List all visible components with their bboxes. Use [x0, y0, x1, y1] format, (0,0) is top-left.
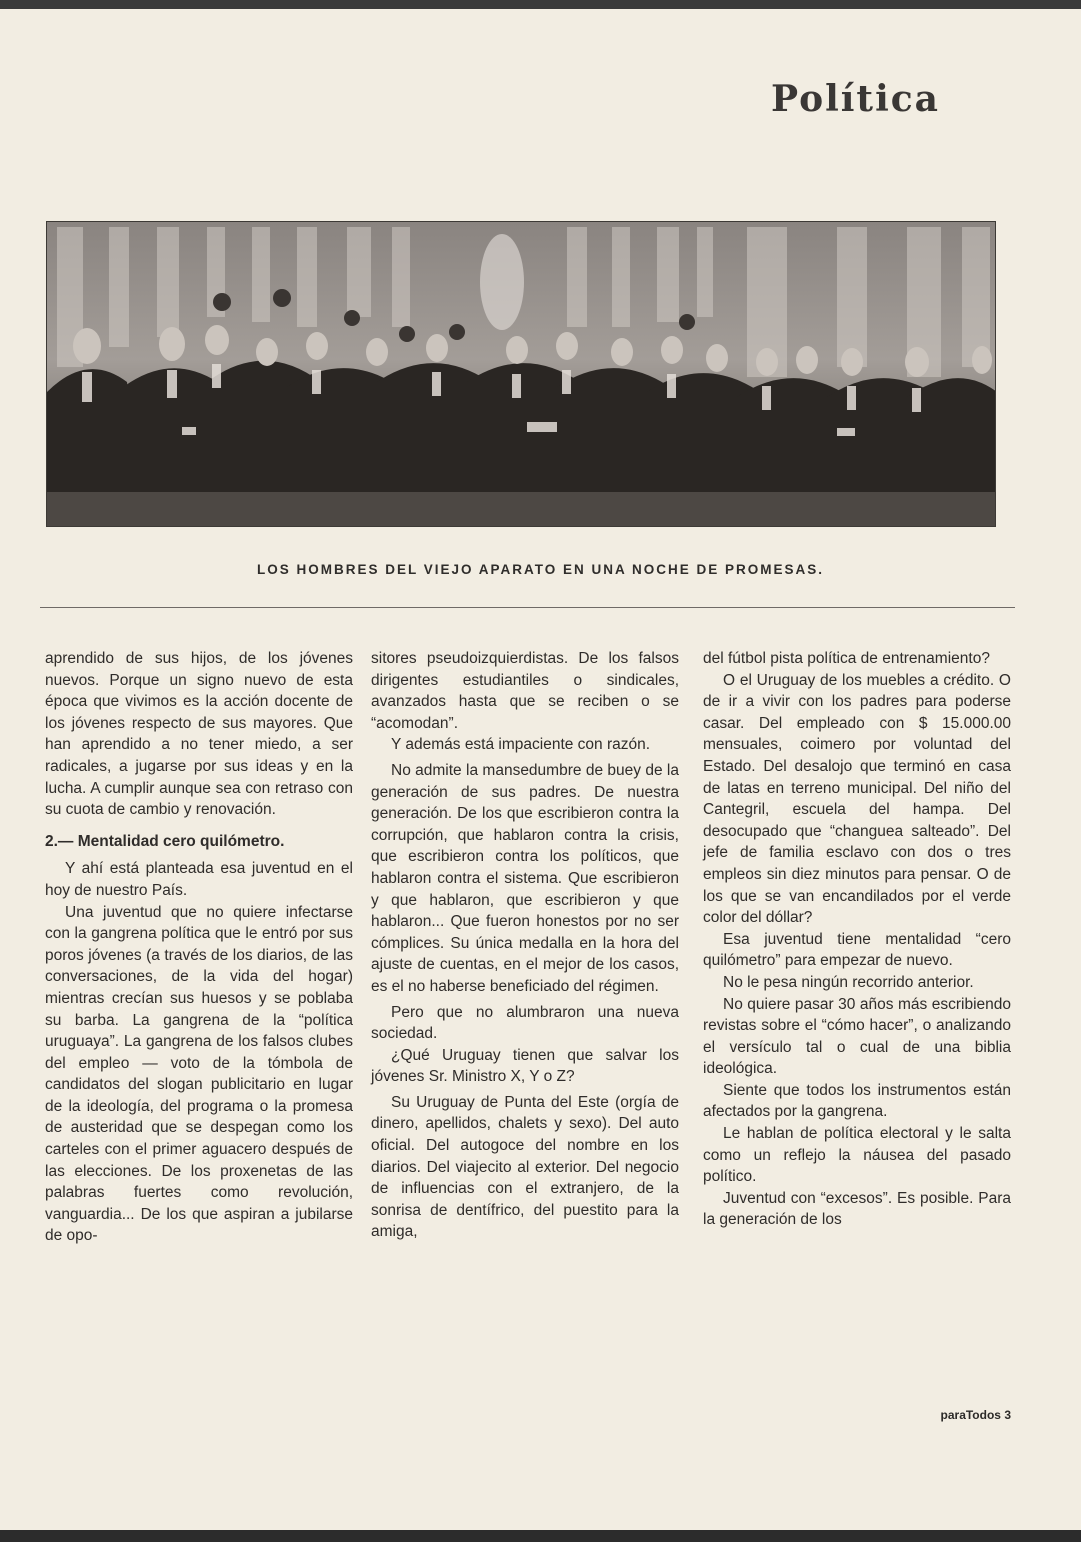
paragraph: Y ahí está planteada esa juventud en el hoy de nuestro País.: [45, 860, 353, 899]
photo-caption: LOS HOMBRES DEL VIEJO APARATO EN UNA NOCHE DE PROMESAS.: [256, 562, 825, 577]
paragraph: Le hablan de política electoral y le salta como un reflejo la náusea del pasado político.: [703, 1125, 1011, 1186]
paragraph: Una juventud que no quiere infectarse con la gangrena política que le entró por sus poros jóvenes (a través de los diarios, de las conversaciones, de la vida del hogar) mientras crecían sus huesos y se poblaba su barba. La gangrena de la “política uruguaya”. La gangrena de los falsos clubes del empleo — voto de la tómbola de candidatos del slogan publicitario en lugar de la ideología, del programa o la promesa de austeridad que se despegan como los carteles con el primer aguacero después de las elecciones. De los proxenetas de las palabras fuertes como revolución, vanguardia... De los que aspiran a jubilarse de opo-: [45, 903, 353, 1245]
paragraph: Y además está impaciente con razón.: [391, 736, 651, 754]
article-column-2: [371, 648, 679, 1243]
paragraph: Esa juventud tiene mentalidad “cero quilómetro” para empezar de nuevo.: [703, 930, 1011, 970]
paragraph: sitores pseudoizquierdistas. De los falsos dirigentes estudiantiles o sindicales, avanzados hasta que se reciben o se “acomodan”.: [371, 650, 679, 732]
paragraph: No quiere pasar 30 años más escribiendo revistas sobre el “cómo hacer”, o analizando el versículo tal o cual de una biblia ideológica.: [703, 995, 1011, 1078]
paragraph: Pero que no alumbraron una nueva sociedad.: [371, 1003, 679, 1043]
paragraph: del fútbol pista política de entrenamiento?: [703, 650, 990, 667]
paragraph: Juventud con “excesos”. Es posible. Para la generación de los: [703, 1189, 1011, 1229]
article-column-1: [45, 648, 353, 1247]
article-column-3: [703, 648, 1011, 1231]
paragraph: No le pesa ningún recorrido anterior.: [723, 973, 974, 991]
group-photo: [46, 221, 996, 527]
section-title: Política: [770, 78, 940, 120]
magazine-name: paraTodos: [940, 1408, 1001, 1422]
paragraph: No admite la mansedumbre de buey de la generación de sus padres. De nuestra generación. De los que escribieron contra la corrupción, que hablaron contra la crisis, que escribieron contra los políticos, que hablaron contra el sistema. Que escribieron y que hablaron, que escribieron y que hablaron... Que fueron honestos por no ser cómplices. Su única medalla en la hora del ajuste de cuentas, en el mejor de los casos, es el no haberse beneficiado del régimen.: [371, 761, 679, 995]
bottom-edge-bar: [0, 1530, 1081, 1542]
subheading: 2.— Mentalidad cero quilómetro.: [45, 832, 285, 850]
top-edge-bar: [0, 0, 1081, 9]
paragraph: Su Uruguay de Punta del Este (orgía de dinero, apellidos, chalets y sexo). Del auto oficial. Del autogoce del nombre en los diarios. Del viajecito al exterior. Del negocio de influencias con el extranjero, de la sonrisa de dentífrico, del puestito para la amiga,: [371, 1093, 679, 1241]
page-footer: [941, 1408, 1011, 1422]
paragraph: O el Uruguay de los muebles a crédito. O de ir a vivir con los padres para poderse casar. Del empleado con $ 15.000.00 mensuales, coimero por voluntad del Estado. Del desalojo que terminó en casa de latas en terreno municipal. Del niño del Cantegril, escuela del hampa. Del desocupado que “changuea salteado”. Del jefe de familia esclavo con dos o tres empleos sin diez minutos para pensar. O de los que se van encandilados por el verde color del dóllar?: [703, 671, 1011, 927]
page-number: 3: [1004, 1408, 1011, 1422]
section-divider: [40, 607, 1015, 608]
paragraph: aprendido de sus hijos, de los jóvenes nuevos. Porque un signo nuevo de esta época que vivimos es la acción docente de los jóvenes respecto de sus mayores. Que han aprendido a no tener miedo, a ser radicales, a jugarse por sus ideas y en la lucha. A cumplir aunque sea con retraso con su cuota de cambio y renovación.: [45, 650, 353, 819]
paragraph: Siente que todos los instrumentos están afectados por la gangrena.: [703, 1081, 1011, 1121]
paragraph: ¿Qué Uruguay tienen que salvar los jóvenes Sr. Ministro X, Y o Z?: [371, 1046, 679, 1086]
